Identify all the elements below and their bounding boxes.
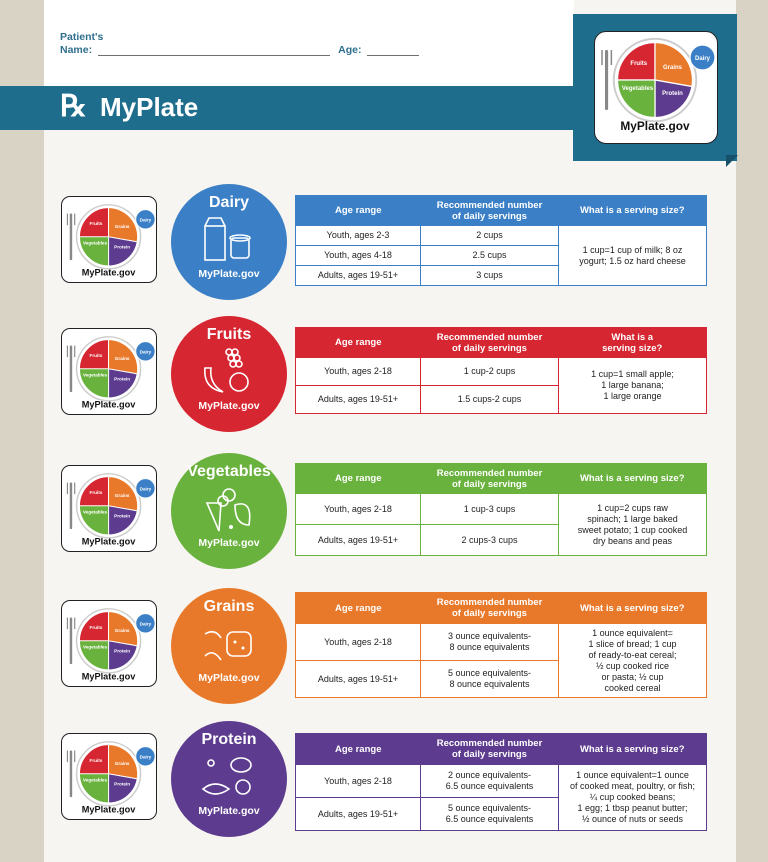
servings-cell: 5 ounce equivalents- 6.5 ounce equivalents xyxy=(421,798,559,831)
logo-site-text: MyPlate.gov xyxy=(81,267,136,278)
dairy-badge-title: Dairy xyxy=(208,194,250,211)
rx-icon: ℞ xyxy=(60,89,87,124)
serving-size-cell: 1 cup=1 small apple; 1 large banana; 1 large orange xyxy=(559,358,707,414)
serving-size-header: What is a serving size? xyxy=(579,743,685,755)
servings-cell: 1.5 cups-2 cups xyxy=(421,386,559,414)
grains-label: Grains xyxy=(662,64,683,71)
myplate-logo-graphic xyxy=(62,735,156,820)
age-label: Age: xyxy=(338,44,362,56)
recommended-servings-header: Recommended number of daily servings xyxy=(436,467,543,490)
protein-badge-title: Protein xyxy=(201,731,257,748)
age-range-cell: Youth, ages 2-18 xyxy=(296,358,421,386)
age-range-header: Age range xyxy=(335,602,382,614)
age-range-cell: Adults, ages 19-51+ xyxy=(296,798,421,831)
fruits-food-icon xyxy=(199,348,259,396)
vegetables-label: Vegetables xyxy=(82,777,108,783)
age-range-cell: Youth, ages 2-18 xyxy=(296,494,421,525)
table-row xyxy=(296,358,707,386)
fruits-badge-site: MyPlate.gov xyxy=(198,400,260,412)
fork-icon xyxy=(70,214,72,261)
fruits-label: Fruits xyxy=(89,353,103,359)
age-range-cell: Adults, ages 19-51+ xyxy=(296,661,421,698)
grains-label: Grains xyxy=(114,356,130,362)
servings-cell: 2 ounce equivalents- 6.5 ounce equivalents xyxy=(421,765,559,798)
age-range-cell: Adults, ages 19-51+ xyxy=(296,266,421,286)
myplate-logo-protein xyxy=(61,733,157,820)
myplate-logo-fruits xyxy=(61,328,157,415)
dairy-label: Dairy xyxy=(139,486,152,492)
protein-food-icon xyxy=(199,753,259,801)
logo-site-text: MyPlate.gov xyxy=(81,671,136,682)
age-range-cell: Youth, ages 2-18 xyxy=(296,765,421,798)
fork-icon xyxy=(70,751,72,798)
fruits-label: Fruits xyxy=(89,490,103,496)
logo-site-text: MyPlate.gov xyxy=(81,804,136,815)
protein-badge xyxy=(171,721,287,837)
table-row xyxy=(296,624,707,661)
myplate-logo-graphic xyxy=(62,198,156,283)
table-header-row xyxy=(296,734,707,765)
logo-site-text: MyPlate.gov xyxy=(620,119,690,133)
fruits-badge-title: Fruits xyxy=(206,326,252,343)
vegetables-food-icon xyxy=(199,485,259,533)
table-header-row xyxy=(296,593,707,624)
vegetables-label: Vegetables xyxy=(82,240,108,246)
vegetables-badge-title: Vegetables xyxy=(187,463,271,480)
age-range-header: Age range xyxy=(335,743,382,755)
grains-label: Grains xyxy=(114,224,130,230)
vegetables-label: Vegetables xyxy=(82,509,108,515)
fruits-servings-table xyxy=(295,327,707,414)
myplate-logo xyxy=(594,31,718,144)
logo-site-text: MyPlate.gov xyxy=(81,399,136,410)
name-field[interactable] xyxy=(98,45,330,56)
age-range-header: Age range xyxy=(335,473,382,484)
vegetables-label: Vegetables xyxy=(82,644,108,650)
myplate-logo-grains xyxy=(61,600,157,687)
patient-label: Patient's xyxy=(60,31,104,43)
grains-label: Grains xyxy=(114,761,130,767)
recommended-servings-header: Recommended number of daily servings xyxy=(436,199,543,222)
grains-label: Grains xyxy=(114,493,130,499)
protein-label: Protein xyxy=(114,376,131,382)
dairy-badge xyxy=(171,184,287,300)
protein-segment xyxy=(109,237,138,266)
servings-cell: 3 cups xyxy=(421,266,559,286)
protein-label: Protein xyxy=(662,91,683,97)
myplate-logo-vegetables xyxy=(61,465,157,552)
protein-servings-table xyxy=(295,733,707,831)
dairy-food-icon xyxy=(199,216,259,264)
protein-segment xyxy=(109,641,138,670)
protein-label: Protein xyxy=(114,781,131,787)
age-range-header: Age range xyxy=(335,337,382,348)
page-title: MyPlate xyxy=(100,92,199,122)
protein-badge-site: MyPlate.gov xyxy=(198,805,260,817)
serving-size-cell: 1 cup=2 cups raw spinach; 1 large baked sweet potato; 1 cup cooked dry beans and peas xyxy=(559,494,707,556)
fork-icon xyxy=(70,483,72,530)
dairy-label: Dairy xyxy=(139,217,152,223)
patient-info-area xyxy=(44,0,574,86)
dairy-label: Dairy xyxy=(139,621,152,627)
protein-label: Protein xyxy=(114,244,131,250)
servings-cell: 5 ounce equivalents- 8 ounce equivalents xyxy=(421,661,559,698)
age-range-cell: Adults, ages 19-51+ xyxy=(296,386,421,414)
vegetables-label: Vegetables xyxy=(621,86,654,92)
servings-cell: 2 cups-3 cups xyxy=(421,525,559,556)
servings-cell: 1 cup-3 cups xyxy=(421,494,559,525)
servings-cell: 2 cups xyxy=(421,226,559,246)
fruits-label: Fruits xyxy=(89,221,103,227)
dairy-label: Dairy xyxy=(694,56,711,62)
fruits-label: Fruits xyxy=(89,625,103,631)
serving-size-header: What is a serving size? xyxy=(579,602,685,614)
name-label: Name: xyxy=(60,44,93,56)
protein-segment xyxy=(109,774,138,803)
protein-segment xyxy=(109,506,138,535)
fork-icon xyxy=(605,50,608,110)
serving-size-cell: 1 ounce equivalent= 1 slice of bread; 1 cup of ready-to-eat cereal; ½ cup cooked rice or pasta; ½ cup cooked cereal xyxy=(559,624,707,698)
grains-badge-title: Grains xyxy=(203,598,255,615)
serving-size-header: What is a serving size? xyxy=(579,473,685,484)
fork-icon xyxy=(70,346,72,393)
servings-cell: 1 cup-2 cups xyxy=(421,358,559,386)
vegetables-badge xyxy=(171,453,287,569)
fork-icon xyxy=(70,618,72,665)
serving-size-header: What is a serving size? xyxy=(602,331,663,354)
age-range-header: Age range xyxy=(335,205,382,216)
serving-size-header: What is a serving size? xyxy=(579,205,685,216)
dairy-badge-site: MyPlate.gov xyxy=(198,268,260,280)
myplate-logo-graphic xyxy=(62,330,156,415)
vegetables-label: Vegetables xyxy=(82,372,108,378)
age-range-cell: Youth, ages 2-18 xyxy=(296,624,421,661)
recommended-servings-header: Recommended number of daily servings xyxy=(436,597,543,619)
servings-cell: 2.5 cups xyxy=(421,246,559,266)
protein-label: Protein xyxy=(114,648,131,654)
fruits-label: Fruits xyxy=(89,758,103,764)
myplate-logo-graphic xyxy=(62,602,156,687)
servings-cell: 3 ounce equivalents- 8 ounce equivalents xyxy=(421,624,559,661)
age-range-cell: Adults, ages 19-51+ xyxy=(296,525,421,556)
vegetables-servings-table xyxy=(295,463,707,556)
corner-fold xyxy=(726,155,738,167)
grains-servings-table xyxy=(295,592,707,698)
grains-label: Grains xyxy=(114,628,130,634)
table-header-row xyxy=(296,464,707,494)
dairy-label: Dairy xyxy=(139,349,152,355)
serving-size-cell: 1 ounce equivalent=1 ounce of cooked meat, poultry, or fish; ¼ cup cooked beans; 1 egg; 1 tbsp peanut butter; ½ ounce of nuts or seeds xyxy=(559,765,707,831)
myplate-logo-graphic xyxy=(62,467,156,552)
myplate-logo-dairy xyxy=(61,196,157,283)
logo-site-text: MyPlate.gov xyxy=(81,536,136,547)
age-range-cell: Youth, ages 2-3 xyxy=(296,226,421,246)
dairy-servings-table xyxy=(295,195,707,286)
table-header-row xyxy=(296,196,707,226)
recommended-servings-header: Recommended number of daily servings xyxy=(436,738,543,760)
table-row xyxy=(296,765,707,798)
grains-badge-site: MyPlate.gov xyxy=(198,672,260,684)
grains-food-icon xyxy=(199,620,259,668)
patient-name-row xyxy=(60,44,419,56)
vegetables-badge-site: MyPlate.gov xyxy=(198,537,260,549)
table-row xyxy=(296,494,707,525)
fruits-badge xyxy=(171,316,287,432)
protein-segment xyxy=(109,369,138,398)
fruits-label: Fruits xyxy=(630,61,648,67)
serving-size-cell: 1 cup=1 cup of milk; 8 oz yogurt; 1.5 oz hard cheese xyxy=(559,226,707,286)
grains-badge xyxy=(171,588,287,704)
dairy-label: Dairy xyxy=(139,754,152,760)
age-range-cell: Youth, ages 4-18 xyxy=(296,246,421,266)
protein-label: Protein xyxy=(114,513,131,519)
age-field[interactable] xyxy=(367,45,419,56)
recommended-servings-header: Recommended number of daily servings xyxy=(436,331,543,354)
table-header-row xyxy=(296,328,707,358)
myplate-logo-graphic xyxy=(595,30,717,141)
protein-segment xyxy=(655,80,692,118)
table-row xyxy=(296,226,707,246)
